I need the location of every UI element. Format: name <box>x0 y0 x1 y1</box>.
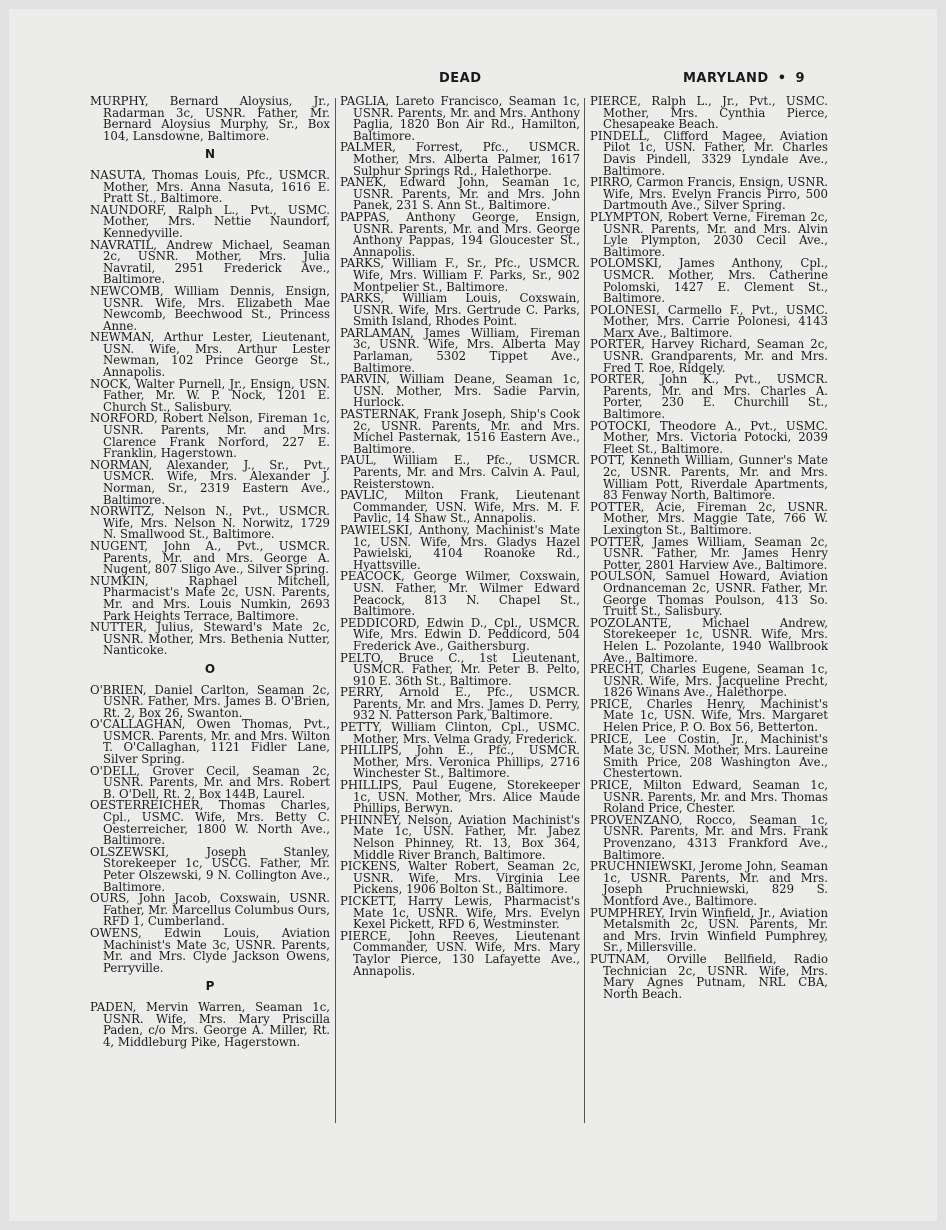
casualty-entry: PEACOCK, George Wilmer, Coxswain, USN. Father, Mr. Wilmer Edward Peacock, 813 N. Chapel St., Baltimore. <box>340 569 580 619</box>
casualty-entry: NOCK, Walter Purnell, Jr., Ensign, USN. Father, Mr. W. P. Nock, 1201 E. Church St., Salisbury. <box>90 376 330 414</box>
casualty-entry: POZOLANTE, Michael Andrew, Storekeeper 1c, USNR. Wife, Mrs. Helen L. Pozolante, 1940 Wallbrook Ave., Baltimore. <box>590 615 828 665</box>
page-header <box>0 71 946 89</box>
casualty-entry: NORMAN, Alexander, J., Sr., Pvt., USMCR. Wife, Mrs. Alexander J. Norman, Sr., 2319 Eastern Ave., Baltimore. <box>90 457 330 507</box>
casualty-entry: PASTERNAK, Frank Joseph, Ship's Cook 2c, USNR. Parents, Mr. and Mrs. Michel Pasternak, 1516 Eastern Ave., Baltimore. <box>340 407 580 456</box>
casualty-entry: PLYMPTON, Robert Verne, Fireman 2c, USNR. Parents, Mr. and Mrs. Alvin Lyle Plympton, 2030 Cecil Ave., Baltimore. <box>590 209 828 259</box>
casualty-entry: NAUNDORF, Ralph L., Pvt., USMC. Mother, Mrs. Nettie Naundorf, Kennedyville. <box>90 202 330 240</box>
casualty-entry: OWENS, Edwin Louis, Aviation Machinist's Mate 3c, USNR. Parents, Mr. and Mrs. Clyde Jackson Owens, Perryville. <box>90 925 330 975</box>
casualty-entry: PARVIN, William Deane, Seaman 1c, USN. Mother, Mrs. Sadie Parvin, Hurlock. <box>340 372 580 410</box>
casualty-entry: PANEK, Edward John, Seaman 1c, USNR. Parents, Mr. and Mrs. John Panek, 231 S. Ann St., Baltimore. <box>340 175 580 213</box>
casualty-entry: PORTER, John K., Pvt., USMCR. Parents, Mr. and Mrs. Charles A. Porter, 230 E. Churchill St., Baltimore. <box>590 372 828 422</box>
casualty-entry: NAVRATIL, Andrew Michael, Seaman 2c, USNR. Mother, Mrs. Julia Navratil, 2951 Frederick Ave., Baltimore. <box>90 237 330 287</box>
casualty-entry: PELTO, Bruce C., 1st Lieutenant, USMCR. Father, Mr. Peter B. Pelto, 910 E. 36th St., Baltimore. <box>340 650 580 688</box>
casualty-entry: PAVLIC, Milton Frank, Lieutenant Commander, USN. Wife, Mrs. M. F. Pavlic, 14 Shaw St., Annapolis. <box>340 488 580 526</box>
casualty-entry: PAUL, William E., Pfc., USMCR. Parents, Mr. and Mrs. Calvin A. Paul, Reisterstown. <box>340 453 580 491</box>
section-letter: O <box>204 661 216 676</box>
casualty-entry: MURPHY, Bernard Aloysius, Jr., Radarman 3c, USNR. Father, Mr. Bernard Aloysius Murphy, Sr., Box 104, Lansdowne, Baltimore. <box>90 94 330 143</box>
page-number: 9 <box>795 71 806 86</box>
casualty-entry: PORTER, Harvey Richard, Seaman 2c, USNR. Grandparents, Mr. and Mrs. Fred T. Roe, Ridgely. <box>590 337 828 375</box>
casualty-entry: PIERCE, John Reeves, Lieutenant Commander, USN. Wife, Mrs. Mary Taylor Pierce, 130 Lafayette Ave., Annapolis. <box>340 928 580 978</box>
casualty-entry: PEDDICORD, Edwin D., Cpl., USMCR. Wife, Mrs. Edwin D. Peddicord, 504 Frederick Ave., Gaithersburg. <box>340 615 580 653</box>
casualty-entry: POLOMSKI, James Anthony, Cpl., USMCR. Mother, Mrs. Catherine Polomski, 1427 E. Clement St., Baltimore. <box>590 256 828 306</box>
column-1 <box>90 96 330 1048</box>
casualty-entry: PIRRO, Carmon Francis, Ensign, USNR. Wife, Mrs. Evelyn Francis Pirro, 500 Dartmouth Ave., Silver Spring. <box>590 175 829 213</box>
casualty-entry: NEWMAN, Arthur Lester, Lieutenant, USN. Wife, Mrs. Arthur Lester Newman, 102 Prince George St., Annapolis. <box>90 330 330 380</box>
casualty-entry: NUGENT, John A., Pvt., USMCR. Parents, Mr. and Mrs. George A. Nugent, 807 Sligo Ave., Silver Spring. <box>90 538 330 577</box>
header-bullet: • <box>777 71 787 86</box>
casualty-entry: O'BRIEN, Daniel Carlton, Seaman 2c, USNR. Father, Mrs. James B. O'Brien, Rt. 2, Box 26, Swanton. <box>90 682 330 720</box>
casualty-entry: OURS, John Jacob, Coxswain, USNR. Father, Mr. Marcellus Columbus Ours, RFD 1, Cumberland. <box>90 891 331 929</box>
casualty-entry: PHINNEY, Nelson, Aviation Machinist's Mate 1c, USN. Father, Mr. Jabez Nelson Phinney, Rt. 13, Box 364, Middle River Branch, Baltimore. <box>340 812 580 862</box>
header-section-title: DEAD <box>439 71 482 86</box>
casualty-entry: POTOCKI, Theodore A., Pvt., USMC. Mother, Mrs. Victoria Potocki, 2039 Fleet St., Baltimore. <box>590 418 828 456</box>
casualty-entry: POTTER, James William, Seaman 2c, USNR. Father, Mr. James Henry Potter, 2801 Harview Ave., Baltimore. <box>590 534 828 572</box>
casualty-entry: PAWIELSKI, Anthony, Machinist's Mate 1c, USN. Wife, Mrs. Gladys Hazel Pawielski, 4104 Roanoke Rd., Hyattsville. <box>340 522 580 572</box>
casualty-entry: PARKS, William F., Sr., Pfc., USMCR. Wife, Mrs. William F. Parks, Sr., 902 Montpelier St., Baltimore. <box>340 256 580 294</box>
casualty-entry: PRECHT, Charles Eugene, Seaman 1c, USNR. Wife, Mrs. Jacqueline Precht, 1826 Winans Ave., Halethorpe. <box>590 662 828 700</box>
casualty-entry: PUMPHREY, Irvin Winfield, Jr., Aviation Metalsmith 2c, USN. Parents, Mr. and Mrs. Irvin Winfield Pumphrey, Sr., Millersville. <box>590 905 828 955</box>
casualty-entry: NEWCOMB, William Dennis, Ensign, USNR. Wife, Mrs. Elizabeth Mae Newcomb, Beechwood St., Princess Anne. <box>90 283 330 333</box>
casualty-entry: NUMKIN, Raphael Mitchell, Pharmacist's Mate 2c, USN. Parents, Mr. and Mrs. Louis Numkin, 2693 Park Heights Terrace, Baltimore. <box>90 573 330 623</box>
casualty-entry: OESTERREICHER, Thomas Charles, Cpl., USMC. Wife, Mrs. Betty C. Oesterreicher, 1800 W. North Ave., Baltimore. <box>90 798 330 848</box>
casualty-entry: PHILLIPS, Paul Eugene, Storekeeper 1c, USN. Mother, Mrs. Alice Maude Phillips, Berwyn. <box>340 778 580 816</box>
casualty-entry: POTT, Kenneth William, Gunner's Mate 2c, USNR. Parents, Mr. and Mrs. William Pott, Riverdale Apartments, 83 Fenway North, Baltimore. <box>590 453 828 503</box>
casualty-entry: PARKS, William Louis, Coxswain, USNR. Wife, Mrs. Gertrude C. Parks, Smith Island, Rhodes Point. <box>340 291 580 329</box>
column-rule-1 <box>335 98 336 1123</box>
column-2 <box>340 96 580 977</box>
section-letter: N <box>204 147 216 162</box>
casualty-entry: PRICE, Milton Edward, Seaman 1c, USNR. Parents, Mr. and Mrs. Thomas Roland Price, Chester. <box>590 778 828 816</box>
casualty-entry: PICKETT, Harry Lewis, Pharmacist's Mate 1c, USNR. Wife, Mrs. Evelyn Kexel Pickett, RFD 6, Westminster. <box>340 893 580 932</box>
header-state-page <box>683 71 805 86</box>
casualty-entry: PIERCE, Ralph L., Jr., Pvt., USMC. Mother, Mrs. Cynthia Pierce, Chesapeake Beach. <box>590 94 828 132</box>
casualty-entry: NASUTA, Thomas Louis, Pfc., USMCR. Mother, Mrs. Anna Nasuta, 1616 E. Pratt St., Baltimore. <box>90 167 330 206</box>
casualty-entry: O'CALLAGHAN, Owen Thomas, Pvt., USMCR. Parents, Mr. and Mrs. Wilton T. O'Callaghan, 1121 Fidler Lane, Silver Spring. <box>90 717 330 767</box>
casualty-entry: POTTER, Acie, Fireman 2c, USNR. Mother, Mrs. Maggie Tate, 766 W. Lexington St., Baltimore. <box>590 499 828 537</box>
casualty-entry: PALMER, Forrest, Pfc., USMCR. Mother, Mrs. Alberta Palmer, 1617 Sulphur Springs Rd., Halethorpe. <box>340 140 580 178</box>
casualty-entry: NORWITZ, Nelson N., Pvt., USMCR. Wife, Mrs. Nelson N. Norwitz, 1729 N. Smallwood St., Baltimore. <box>90 504 330 542</box>
casualty-entry: O'DELL, Grover Cecil, Seaman 2c, USNR. Parents, Mr. and Mrs. Robert B. O'Dell, Rt. 2, Box 144B, Laurel. <box>90 763 330 801</box>
casualty-entry: PERRY, Arnold E., Pfc., USMCR. Parents, Mr. and Mrs. James D. Perry, 932 N. Patterson Park, Baltimore. <box>340 685 580 723</box>
casualty-entry: POULSON, Samuel Howard, Aviation Ordnanceman 2c, USNR. Father, Mr. George Thomas Poulson, 413 So. Truitt St., Salisbury. <box>590 569 828 619</box>
casualty-entry: PRICE, Lee Costin, Jr., Machinist's Mate 3c, USN. Mother, Mrs. Laureine Smith Price, 208 Washington Ave., Chestertown. <box>590 731 828 781</box>
column-rule-2 <box>584 98 585 1123</box>
casualty-entry: PROVENZANO, Rocco, Seaman 1c, USNR. Parents, Mr. and Mrs. Frank Provenzano, 4313 Frankford Ave., Baltimore. <box>590 812 828 862</box>
casualty-entry: POLONESI, Carmello F., Pvt., USMC. Mother, Mrs. Carrie Polonesi, 4143 Marx Ave., Baltimore. <box>590 302 828 340</box>
casualty-entry: PHILLIPS, John E., Pfc., USMCR. Mother, Mrs. Veronica Phillips, 2716 Winchester St., Baltimore. <box>340 743 580 781</box>
casualty-entry: PUTNAM, Orville Bellfield, Radio Technician 2c, USNR. Wife, Mrs. Mary Agnes Putnam, NRL CBA, North Beach. <box>590 951 828 1001</box>
casualty-entry: PAGLIA, Lareto Francisco, Seaman 1c, USNR. Parents, Mr. and Mrs. Anthony Paglia, 1820 Bon Air Rd., Hamilton, Baltimore. <box>340 94 580 143</box>
casualty-entry: PADEN, Mervin Warren, Seaman 1c, USNR. Wife, Mrs. Mary Priscilla Paden, c/o Mrs. George A. Miller, Rt. 4, Middleburg Pike, Hagerstown. <box>90 999 330 1049</box>
casualty-entry: PINDELL, Clifford Magee, Aviation Pilot 1c, USN. Father, Mr. Charles Davis Pindell, 3329 Lyndale Ave., Baltimore. <box>590 128 828 178</box>
casualty-entry: PRICE, Charles Henry, Machinist's Mate 1c, USN. Wife, Mrs. Margaret Helen Price, P. O. Box 56, Betterton. <box>590 696 828 735</box>
casualty-entry: PARLAMAN, James William, Fireman 3c, USNR. Wife, Mrs. Alberta May Parlaman, 5302 Tippet Ave., Baltimore. <box>340 325 580 375</box>
column-3 <box>590 96 828 1000</box>
section-letter: P <box>205 979 215 994</box>
casualty-entry: NUTTER, Julius, Steward's Mate 2c, USNR. Mother, Mrs. Bethenia Nutter, Nanticoke. <box>90 620 330 658</box>
casualty-entry: PRUCHNIEWSKI, Jerome John, Seaman 1c, USNR. Parents, Mr. and Mrs. Joseph Pruchniewski, 829 S. Montford Ave., Baltimore. <box>590 859 828 908</box>
casualty-entry: PETTY, William Clinton, Cpl., USMC. Mother, Mrs. Velma Grady, Frederick. <box>340 720 580 746</box>
casualty-entry: PICKENS, Walter Robert, Seaman 2c, USNR. Wife, Mrs. Virginia Lee Pickens, 1906 Bolton St., Baltimore. <box>340 859 580 897</box>
casualty-entry: OLSZEWSKI, Joseph Stanley, Storekeeper 1c, USCG. Father, Mr. Peter Olszewski, 9 N. Collington Ave., Baltimore. <box>90 844 330 894</box>
header-state: MARYLAND <box>683 71 769 86</box>
casualty-entry: PAPPAS, Anthony George, Ensign, USNR. Parents, Mr. and Mrs. George Anthony Pappas, 194 Gloucester St., Annapolis. <box>340 209 580 259</box>
casualty-entry: NORFORD, Robert Nelson, Fireman 1c, USNR. Parents, Mr. and Mrs. Clarence Frank Norford, 227 E. Franklin, Hagerstown. <box>90 411 330 461</box>
